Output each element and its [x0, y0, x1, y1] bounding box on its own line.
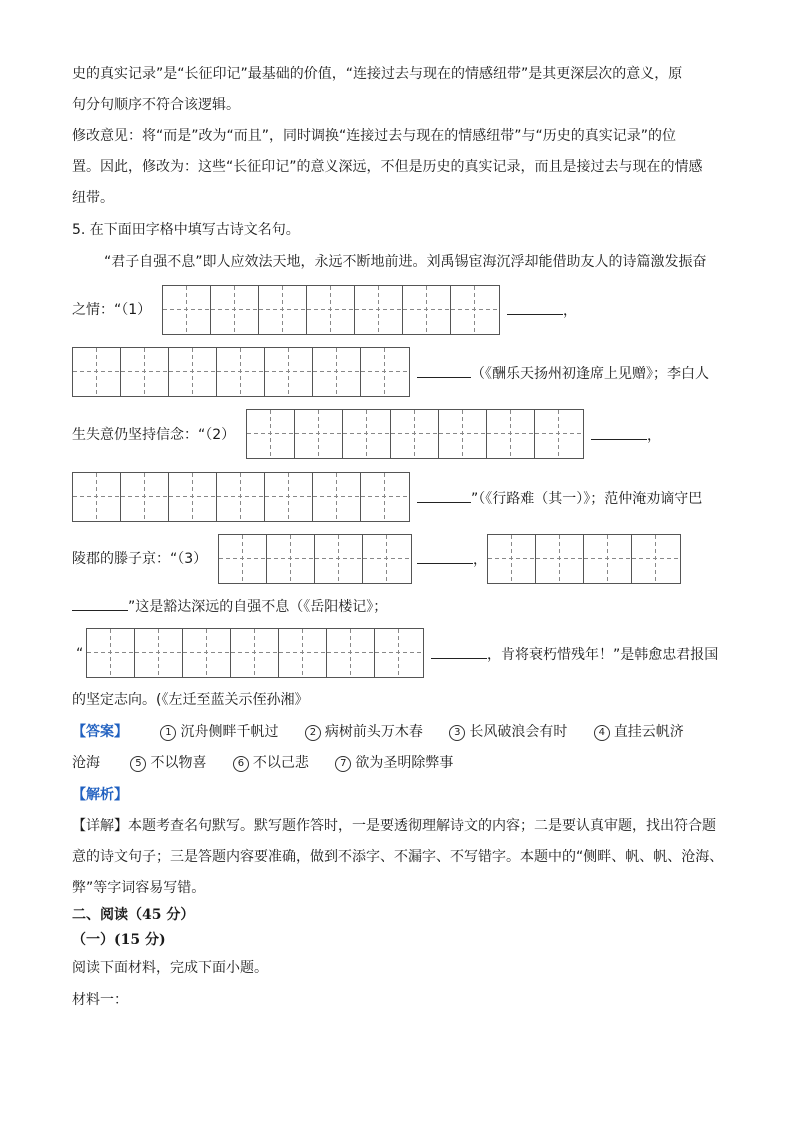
answer-tag: 【答案】: [72, 724, 128, 740]
question-intro: “君子自强不息”即人应效法天地，永远不断地前进。刘禹锡宦海沉浮却能借助友人的诗篇激发振奋: [104, 254, 707, 270]
answer-blank[interactable]: [417, 363, 471, 378]
answer-item: 5 不以物喜: [130, 755, 206, 771]
grid-cell[interactable]: [135, 629, 183, 677]
fill-label-2: 生失意仍坚持信念：“（2）: [72, 427, 236, 443]
grid-cell[interactable]: [375, 629, 423, 677]
grid-cell[interactable]: [121, 473, 169, 521]
grid-cell[interactable]: [391, 410, 439, 458]
grid-cell[interactable]: [361, 348, 409, 396]
answer-item: 7 欲为圣明除弊事: [335, 755, 453, 771]
answer-line-2: 沧海 5 不以物喜 6 不以己悲 7 欲为圣明除弊事: [72, 755, 454, 771]
section-title: 二、阅读（45 分）: [72, 907, 195, 923]
grid-cell[interactable]: [363, 535, 411, 583]
grid-cell[interactable]: [584, 535, 632, 583]
grid-cell[interactable]: [231, 629, 279, 677]
number-circle: 7: [335, 756, 351, 772]
grid-cell[interactable]: [73, 473, 121, 521]
grid-cell[interactable]: [487, 410, 535, 458]
answer-blank[interactable]: [507, 300, 563, 315]
text-line: 修改意见：将“而是”改为“而且”，同时调换“连接过去与现在的情感纽带”与“历史的真实记录”的位: [72, 128, 677, 144]
grid-cell[interactable]: [87, 629, 135, 677]
tianzige-grid-3b[interactable]: [487, 534, 681, 584]
answer-line: [72, 722, 684, 742]
text-line: 的坚定志向。(《左迁至蓝关示侄孙湘》: [72, 692, 309, 708]
grid-cell[interactable]: [343, 410, 391, 458]
question-title: 5. 在下面田字格中填写古诗文名句。: [72, 222, 300, 238]
grid-cell[interactable]: [259, 286, 307, 334]
grid-cell[interactable]: [327, 629, 375, 677]
answer-blank[interactable]: [72, 596, 128, 611]
source-note: （《酬乐天扬州初逢席上见赠》；李白人: [471, 366, 709, 382]
grid-cell[interactable]: [217, 473, 265, 521]
tianzige-grid-1b[interactable]: [72, 347, 410, 397]
grid-cell[interactable]: [265, 473, 313, 521]
grid-cell[interactable]: [535, 410, 583, 458]
material-label: 材料一：: [72, 992, 128, 1008]
punct: ，: [563, 303, 577, 319]
number-circle: 4: [594, 725, 610, 741]
number-circle: 1: [160, 725, 176, 741]
number-circle: 2: [305, 725, 321, 741]
tianzige-grid-2b[interactable]: [72, 472, 410, 522]
fill-label-3: 陵郡的滕子京：“（3）: [72, 551, 208, 567]
source-note: ，肯将衰朽惜残年！”是韩愈忠君报国: [487, 647, 719, 663]
grid-cell[interactable]: [403, 286, 451, 334]
grid-cell[interactable]: [169, 473, 217, 521]
tianzige-grid-2a[interactable]: [246, 409, 584, 459]
text-line: 意的诗文句子；三是答题内容要准确，做到不添字、不漏字、不写错字。本题中的“侧畔、帆、帆、沧海、: [72, 849, 724, 865]
answer-blank[interactable]: [417, 549, 473, 564]
grid-cell[interactable]: [313, 473, 361, 521]
fill-label-1: 之情：“（1）: [72, 302, 152, 318]
grid-cell[interactable]: [536, 535, 584, 583]
grid-cell[interactable]: [307, 286, 355, 334]
text-line: 句分句顺序不符合该逻辑。: [72, 97, 240, 113]
answer-item: 3 长风破浪会有时: [449, 724, 567, 740]
grid-cell[interactable]: [73, 348, 121, 396]
text-line: 置。因此，修改为：这些“长征印记”的意义深远，不但是历史的真实记录，而且是接过去与现在的情感: [72, 159, 703, 175]
text-line: 史的真实记录”是“长征印记”最基础的价值，“连接过去与现在的情感纽带”是其更深层次的意义，原: [72, 66, 683, 82]
grid-cell[interactable]: [265, 348, 313, 396]
grid-cell[interactable]: [169, 348, 217, 396]
text-line: 弊”等字词容易写错。: [72, 880, 206, 896]
tianzige-grid-3c[interactable]: [86, 628, 424, 678]
grid-cell[interactable]: [295, 410, 343, 458]
tianzige-grid-1a[interactable]: [162, 285, 500, 335]
answer-item: 1 沉舟侧畔千帆过: [160, 724, 278, 740]
grid-cell[interactable]: [488, 535, 536, 583]
answer-item: 2 病树前头万木春: [305, 724, 423, 740]
analysis-tag: 【解析】: [72, 787, 128, 803]
source-note: ”这是豁达深远的自强不息（《岳阳楼记》；: [128, 599, 388, 615]
grid-cell[interactable]: [247, 410, 295, 458]
answer-blank[interactable]: [431, 644, 487, 659]
grid-cell[interactable]: [121, 348, 169, 396]
grid-cell[interactable]: [361, 473, 409, 521]
grid-cell[interactable]: [163, 286, 211, 334]
grid-cell[interactable]: [211, 286, 259, 334]
punct: ，: [473, 552, 487, 568]
instruction: 阅读下面材料，完成下面小题。: [72, 960, 268, 976]
answer-item: 4 直挂云帆济: [594, 724, 684, 740]
grid-cell[interactable]: [267, 535, 315, 583]
text-line: 【详解】本题考查名句默写。默写题作答时，一是要透彻理解诗文的内容；二是要认真审题，找出符合题: [72, 818, 716, 834]
grid-cell[interactable]: [315, 535, 363, 583]
answer-item: 6 不以己悲: [233, 755, 309, 771]
grid-cell[interactable]: [439, 410, 487, 458]
source-note: ”（《行路难（其一）》；范仲淹劝谪守巴: [471, 491, 703, 507]
grid-cell[interactable]: [219, 535, 267, 583]
answer-blank[interactable]: [417, 488, 471, 503]
grid-cell[interactable]: [183, 629, 231, 677]
open-quote: “: [76, 646, 84, 662]
answer-blank[interactable]: [591, 425, 647, 440]
grid-cell[interactable]: [313, 348, 361, 396]
number-circle: 3: [449, 725, 465, 741]
subsection-title: （一）(15 分): [72, 932, 166, 948]
grid-cell[interactable]: [451, 286, 499, 334]
punct: ，: [647, 428, 661, 444]
tianzige-grid-3a[interactable]: [218, 534, 412, 584]
grid-cell[interactable]: [279, 629, 327, 677]
number-circle: 5: [130, 756, 146, 772]
grid-cell[interactable]: [632, 535, 680, 583]
grid-cell[interactable]: [217, 348, 265, 396]
text-line: 纽带。: [72, 190, 114, 206]
number-circle: 6: [233, 756, 249, 772]
grid-cell[interactable]: [355, 286, 403, 334]
